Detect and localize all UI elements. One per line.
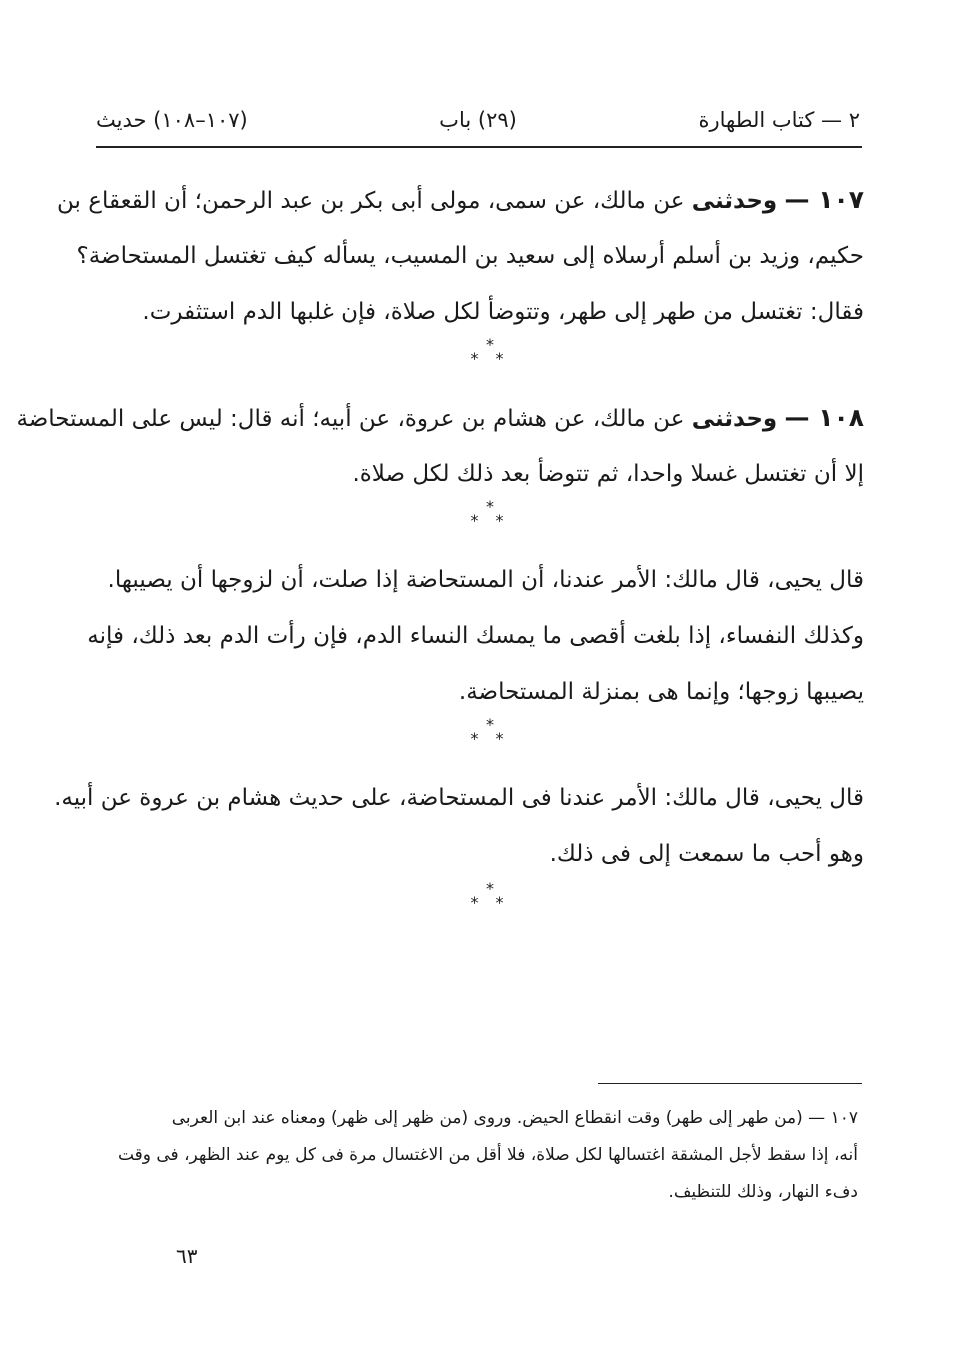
header-rule (96, 146, 862, 148)
commentary-line-1: قال يحيى، قال مالك: الأمر عندنا، أن المستحاضة إذا صلت، أن لزوجها أن يصيبها. (107, 567, 864, 593)
section-separator: * * * (470, 715, 510, 748)
commentary-line-3: يصيبها زوجها؛ وإنما هى بمنزلة المستحاضة. (458, 679, 864, 705)
commentary-line-1: قال يحيى، قال مالك: الأمر عندنا فى المستحاضة، على حديث هشام بن عروة عن أبيه. (54, 785, 864, 811)
commentary-line-2: وكذلك النفساء، إذا بلغت أقصى ما يمسك النساء الدم، فإن رأت الدم بعد ذلك، فإنه (87, 623, 864, 649)
hadith-opening: وحدثنى (691, 406, 778, 432)
hadith-opening: وحدثنى (691, 188, 778, 214)
footnote-rule (598, 1083, 862, 1084)
yahya-commentary-1 (87, 552, 864, 720)
chapter-title: (٢٩) باب (439, 108, 517, 132)
hadith-107 (57, 172, 864, 340)
hadith-108-line-1 (16, 390, 864, 446)
book-title: ٢ — كتاب الطهارة (698, 108, 860, 132)
commentary-line-2: وهو أحب ما سمعت إلى فى ذلك. (549, 841, 864, 867)
section-separator: * * * (470, 335, 510, 368)
footnote-line-3: دفء النهار، وذلك للتنظيف. (668, 1182, 858, 1202)
section-separator: * * * (470, 497, 510, 530)
hadith-107-line-3: فقال: تغتسل من طهر إلى طهر، وتتوضأ لكل صلاة، فإن غلبها الدم استثفرت. (142, 299, 864, 325)
hadith-number: ١٠٨ — (784, 403, 864, 432)
footnote-line-1: ١٠٧ — (من طهر إلى طهر) وقت انقطاع الحيض. وروى (من ظهر إلى ظهر) ومعناه عند ابن العربى (171, 1108, 858, 1128)
footnote-line-2: أنه، إذا سقط لأجل المشقة اغتسالها لكل صلاة، فلا أقل من الاغتسال مرة فى كل يوم عند الظهر، فى وقت (117, 1145, 858, 1165)
running-header (96, 102, 860, 142)
hadith-text: عن مالك، عن سمى، مولى أبى بكر بن عبد الرحمن؛ أن القعقاع بن (57, 188, 685, 214)
hadith-107-line-2: حكيم، وزيد بن أسلم أرسلاه إلى سعيد بن المسيب، يسأله كيف تغتسل المستحاضة؟ (76, 243, 864, 269)
hadith-number: ١٠٧ — (784, 185, 864, 214)
yahya-commentary-2 (54, 770, 864, 882)
hadith-107-line-1 (57, 172, 864, 228)
section-separator: * * * (470, 879, 510, 912)
footnote (110, 1100, 858, 1211)
hadith-text: عن مالك، عن هشام بن عروة، عن أبيه؛ أنه قال: ليس على المستحاضة (16, 406, 685, 432)
hadith-108 (16, 390, 864, 502)
hadith-range: (١٠٧–١٠٨) حديث (96, 108, 248, 132)
page-number: ٦٣ (176, 1244, 198, 1268)
hadith-108-line-2: إلا أن تغتسل غسلا واحدا، ثم تتوضأ بعد ذلك لكل صلاة. (352, 461, 864, 487)
